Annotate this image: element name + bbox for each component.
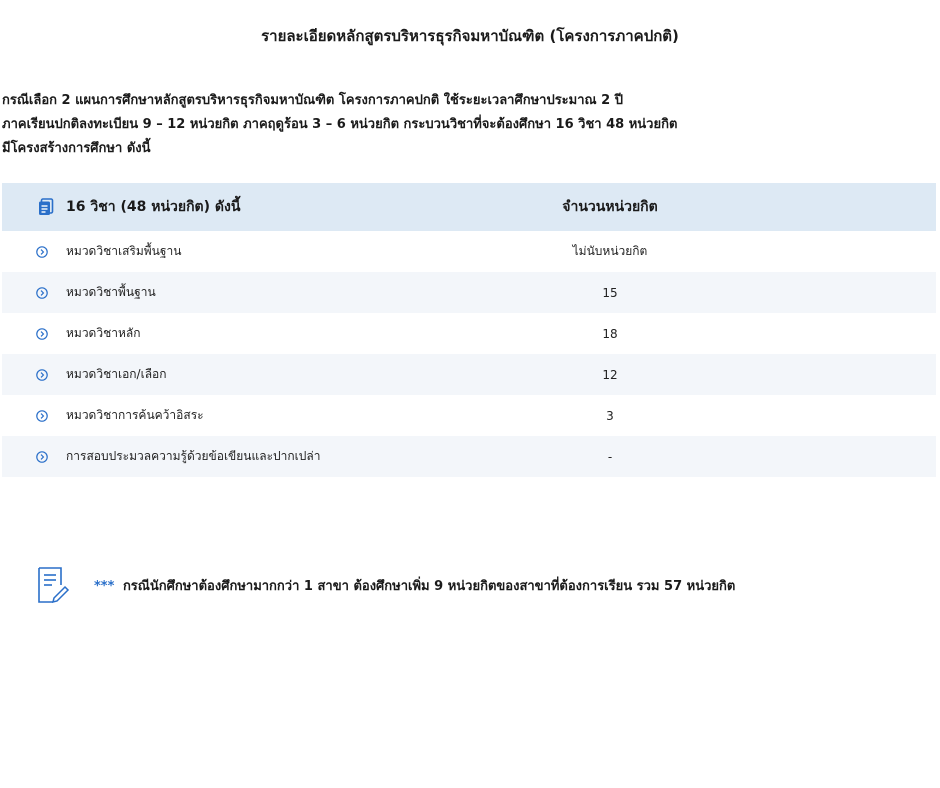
table-row — [2, 395, 936, 436]
row-label-cell — [2, 365, 478, 384]
table-row — [2, 313, 936, 354]
header-right-label: จำนวนหน่วยกิต — [562, 199, 658, 215]
row-label: หมวดวิชาการค้นคว้าอิสระ — [66, 408, 204, 422]
row-label-cell — [2, 242, 478, 261]
chevron-right-circle-icon — [36, 410, 48, 422]
footnote-message: กรณีนักศึกษาต้องศึกษามากกว่า 1 สาขา ต้องศึกษาเพิ่ม 9 หน่วยกิตของสาขาที่ต้องการเรียน รวม 57 หน่วยกิต — [122, 578, 736, 594]
header-left-cell — [2, 196, 478, 218]
chevron-right-circle-icon — [36, 246, 48, 258]
table-row — [2, 436, 936, 477]
document-icon — [38, 198, 54, 216]
header-left-label: 16 วิชา (48 หน่วยกิต) ดังนี้ — [66, 199, 241, 215]
row-label: หมวดวิชาเอก/เลือก — [66, 367, 167, 381]
footnote-stars: *** — [94, 578, 115, 594]
row-credits: 18 — [602, 326, 618, 341]
table-row — [2, 231, 936, 272]
chevron-right-circle-icon — [36, 451, 48, 463]
table-row — [2, 354, 936, 395]
row-label-cell — [2, 283, 478, 302]
row-label-cell — [2, 447, 478, 466]
curriculum-table — [2, 183, 936, 477]
row-credits: 15 — [602, 285, 618, 300]
chevron-right-circle-icon — [36, 287, 48, 299]
table-header — [2, 183, 936, 231]
intro-line: ภาคเรียนปกติลงทะเบียน 9 – 12 หน่วยกิต ภาคฤดูร้อน 3 – 6 หน่วยกิต กระบวนวิชาที่จะต้องศึกษา 16 วิชา 48 หน่วยกิต — [2, 117, 678, 132]
chevron-right-circle-icon — [36, 328, 48, 340]
row-label-cell — [2, 406, 478, 425]
footnote-text — [94, 575, 735, 596]
row-label: หมวดวิชาพื้นฐาน — [66, 285, 156, 299]
intro-line: กรณีเลือก 2 แผนการศึกษาหลักสูตรบริหารธุรกิจมหาบัณฑิต โครงการภาคปกติ ใช้ระยะเวลาศึกษาประมาณ 2 ปี — [2, 93, 623, 108]
row-label: หมวดวิชาหลัก — [66, 326, 141, 340]
row-credits: 12 — [602, 367, 618, 382]
footnote — [36, 565, 926, 605]
intro-line: มีโครงสร้างการศึกษา ดังนี้ — [2, 141, 151, 156]
page-title: รายละเอียดหลักสูตรบริหารธุรกิจมหาบัณฑิต (โครงการภาคปกติ) — [261, 27, 679, 45]
row-credits: 3 — [606, 408, 614, 423]
row-label: หมวดวิชาเสริมพื้นฐาน — [66, 244, 182, 258]
table-row — [2, 272, 936, 313]
row-label: การสอบประมวลความรู้ด้วยข้อเขียนและปากเปล่า — [66, 449, 321, 463]
row-label-cell — [2, 324, 478, 343]
row-credits: - — [607, 449, 613, 464]
intro-paragraph — [2, 89, 932, 161]
chevron-right-circle-icon — [36, 369, 48, 381]
note-edit-icon — [36, 565, 70, 605]
row-credits: ไม่นับหน่วยกิต — [572, 244, 648, 258]
